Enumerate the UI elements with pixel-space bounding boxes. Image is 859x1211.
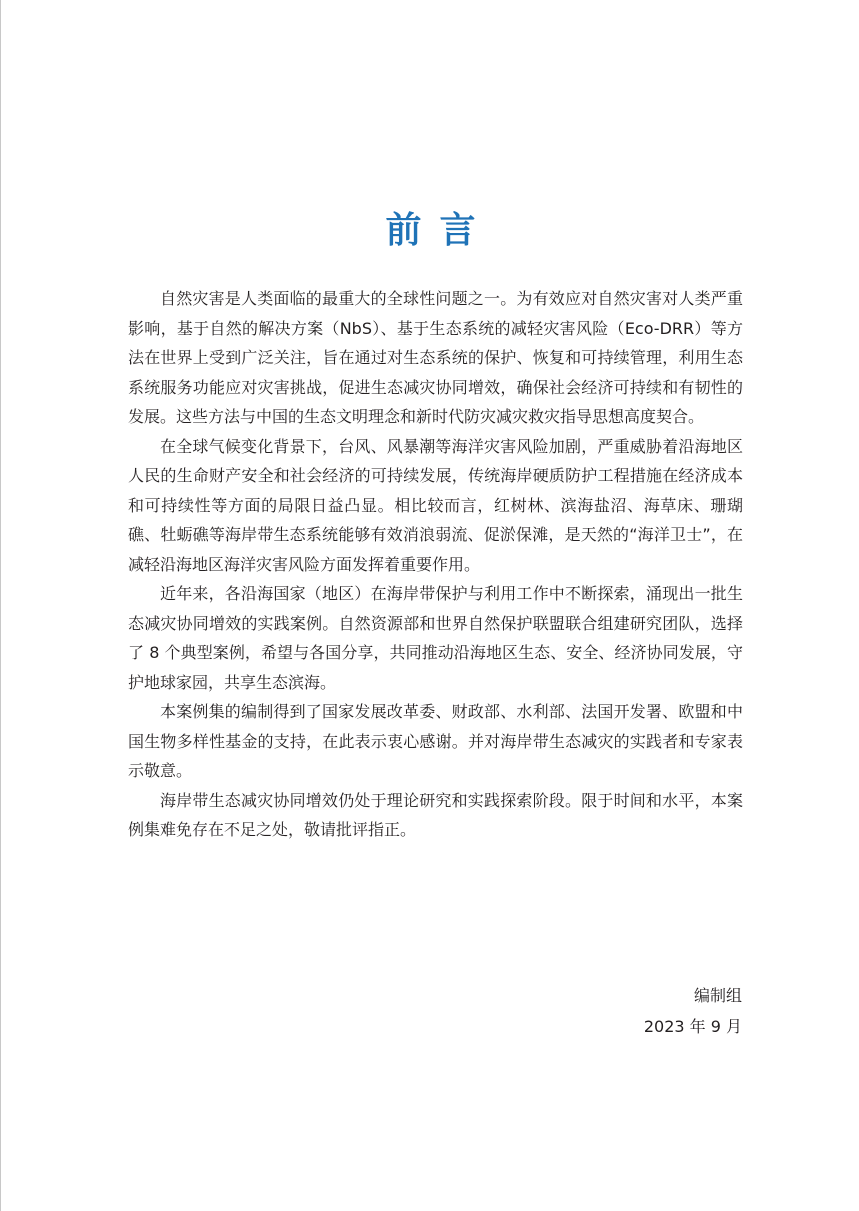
preface-body: [128, 284, 743, 845]
paragraph-4: 本案例集的编制得到了国家发展改革委、财政部、水利部、法国开发署、欧盟和中国生物多样性基金的支持，在此表示衷心感谢。并对海岸带生态减灾的实践者和专家表示敬意。: [128, 702, 743, 780]
paragraph-2: 在全球气候变化背景下，台风、风暴潮等海洋灾害风险加剧，严重威胁着沿海地区人民的生命财产安全和社会经济的可持续发展，传统海岸硬质防护工程措施在经济成本和可持续性等方面的局限日益凸显。相比较而言，红树林、滨海盐沼、海草床、珊瑚礁、牡蛎礁等海岸带生态系统能够有效消浪弱流、促淤保滩，是天然的“海洋卫士”，在减轻沿海地区海洋灾害风险方面发挥着重要作用。: [128, 436, 743, 574]
paragraph-5: 海岸带生态减灾协同增效仍处于理论研究和实践探索阶段。限于时间和水平，本案例集难免存在不足之处，敬请批评指正。: [128, 790, 743, 839]
page-title: 前言: [385, 210, 494, 251]
signature-date: 2023 年 9 月: [643, 1017, 742, 1036]
signature-block: [644, 980, 742, 1042]
signature-author: 编制组: [693, 986, 742, 1005]
paragraph-3: 近年来，各沿海国家（地区）在海岸带保护与利用工作中不断探索，涌现出一批生态减灾协同增效的实践案例。自然资源部和世界自然保护联盟联合组建研究团队，选择了 8 个典型案例，希望与各国分享，共同推动沿海地区生态、安全、经济协同发展，守护地球家园，共享生态滨海。: [128, 584, 743, 692]
paragraph-1: 自然灾害是人类面临的最重大的全球性问题之一。为有效应对自然灾害对人类严重影响，基于自然的解决方案（NbS）、基于生态系统的减轻灾害风险（Eco-DRR）等方法在世界上受到广泛关注，旨在通过对生态系统的保护、恢复和可持续管理，利用生态系统服务功能应对灾害挑战，促进生态减灾协同增效，确保社会经济可持续和有韧性的发展。这些方法与中国的生态文明理念和新时代防灾减灾救灾指导思想高度契合。: [128, 289, 743, 426]
